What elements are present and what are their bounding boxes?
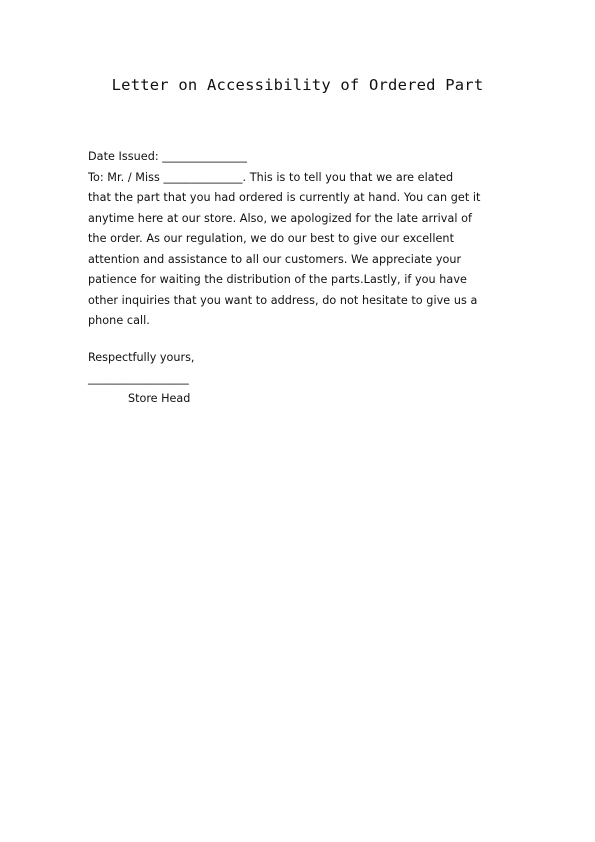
body-line: anytime here at our store. Also, we apologized for the late arrival of <box>88 211 473 225</box>
body-line: other inquiries that you want to address, do not hesitate to give us a <box>88 293 478 307</box>
letter-title: Letter on Accessibility of Ordered Part <box>111 76 484 94</box>
letter-body <box>88 147 518 332</box>
body-line: To: Mr. / Miss ______________. This is to tell you that we are elated <box>88 170 454 184</box>
body-line: phone call. <box>88 314 150 327</box>
body-line: attention and assistance to all our customers. We appreciate your <box>88 252 462 266</box>
signatory-title: Store Head <box>128 392 191 405</box>
body-line: patience for waiting the distribution of the parts.Lastly, if you have <box>88 273 467 286</box>
body-line: that the part that you had ordered is currently at hand. You can get it <box>88 191 481 204</box>
body-line: the order. As our regulation, we do our best to give our excellent <box>88 232 455 245</box>
closing-salutation: Respectfully yours, <box>88 351 195 364</box>
date-issued-line: Date Issued: _______________ <box>88 150 247 163</box>
signature-line: __________________ <box>88 372 189 385</box>
